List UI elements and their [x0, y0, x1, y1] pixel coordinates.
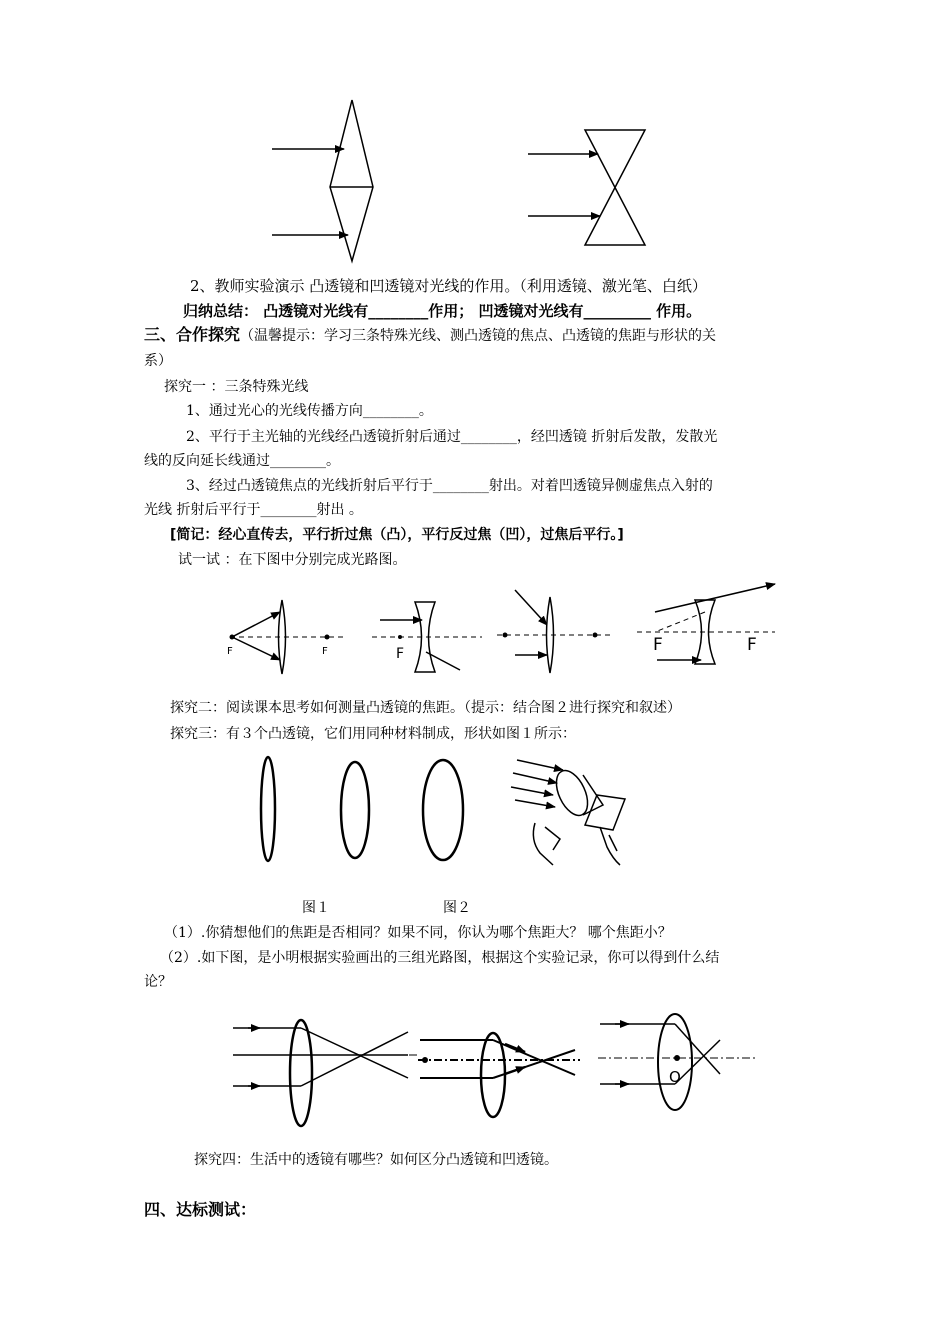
special-rays-diagram-2 — [370, 590, 485, 680]
question-b-line2: 论？ — [144, 974, 172, 990]
section3-heading — [144, 325, 716, 346]
explore1-q1: 1、通过光心的光线传播方向________。 — [186, 403, 433, 419]
special-rays-diagram-3 — [495, 585, 615, 680]
explore1-q2b: 线的反向延长线通过________。 — [144, 453, 340, 469]
convex-lens-shape-diagram — [260, 95, 400, 270]
summary-line: 归纳总结： 凸透镜对光线有________作用； 凹透镜对光线有_________ 作用。 — [183, 302, 702, 320]
question-a: （1）.你猜想他们的焦距是否相同？如果不同，你认为哪个焦距大？ 哪个焦距小？ — [164, 925, 672, 941]
focus-label: F — [747, 635, 757, 655]
section3-title: 三、合作探究 — [144, 325, 241, 344]
explore4-line: 探究四：生活中的透镜有哪些？如何区分凸透镜和凹透镜。 — [194, 1152, 558, 1168]
explore1-title: 探究一 ：三条特殊光线 — [164, 379, 309, 395]
fig1-caption: 图１ — [302, 900, 330, 916]
experiment-ray-diagram-3 — [595, 1012, 760, 1117]
section4-heading: 四、达标测试： — [144, 1200, 257, 1219]
experiment-ray-diagram-2 — [415, 1030, 585, 1120]
figure2-focus-experiment — [505, 755, 630, 870]
question-b-line1: （2）.如下图，是小明根据实验画出的三组光路图，根据这个实验记录，你可以得到什么结 — [160, 950, 720, 966]
focus-label: F — [396, 646, 405, 662]
experiment-ray-diagram-1 — [228, 1018, 423, 1130]
special-rays-diagram-1 — [222, 590, 352, 680]
fig2-caption: 图２ — [443, 900, 471, 916]
optical-center-label: O — [669, 1068, 681, 1086]
explore1-q3a: 3、经过凸透镜焦点的光线折射后平行于________射出。对着凹透镜异侧虚焦点入射的 — [186, 478, 713, 494]
section3-hint-cont: 系） — [144, 353, 172, 369]
focus-label: F — [653, 635, 663, 655]
explore1-q3b: 光线 折射后平行于________射出 。 — [144, 502, 363, 518]
explore1-q2a: 2、平行于主光轴的光线经凸透镜折射后通过________，经凹透镜 折射后发散，发散光 — [186, 429, 718, 445]
explore2-line: 探究二：阅读课本思考如何测量凸透镜的焦距。（提示：结合图２进行探究和叙述） — [170, 700, 681, 716]
explore3-line: 探究三：有３个凸透镜，它们用同种材料制成，形状如图１所示： — [170, 726, 576, 742]
special-rays-diagram-4 — [635, 582, 780, 682]
focus-label: F — [322, 646, 328, 657]
section3-hint: （温馨提示：学习三条特殊光线、测凸透镜的焦点、凸透镜的焦距与形状的关 — [240, 328, 717, 344]
mnemonic: [简记：经心直传去，平行折过焦（凸），平行反过焦（凹），过焦后平行。] — [170, 527, 624, 543]
figure1-lenses — [250, 752, 480, 872]
try-line: 试一试 ：在下图中分别完成光路图。 — [178, 552, 407, 568]
focus-label: F — [227, 646, 233, 657]
demo-line: 2、教师实验演示 凸透镜和凹透镜对光线的作用。（利用透镜、激光笔、白纸） — [190, 277, 707, 295]
concave-lens-shape-diagram — [520, 120, 660, 255]
